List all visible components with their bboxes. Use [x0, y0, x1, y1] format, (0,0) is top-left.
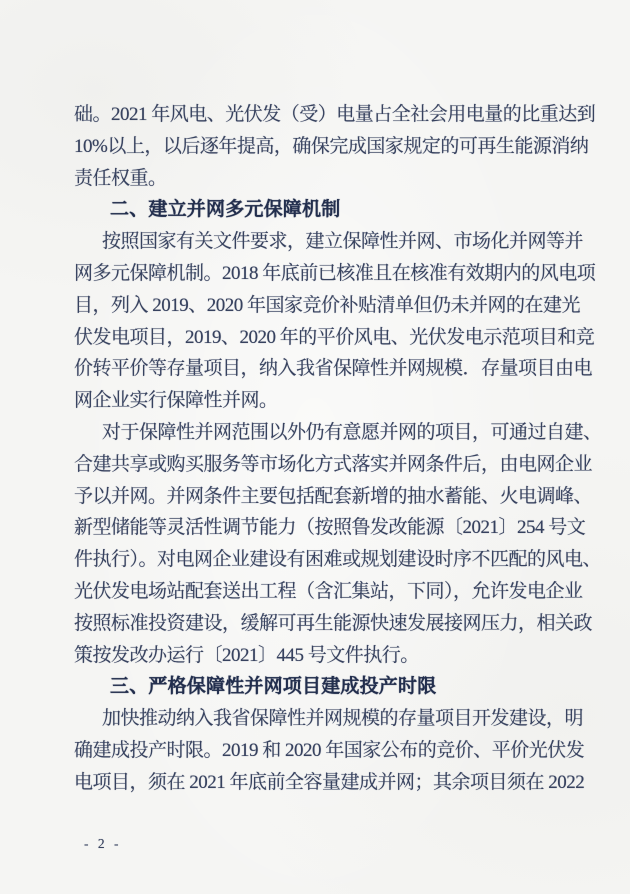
text-line: 合建共享或购买服务等市场化方式落实并网条件后，由电网企业 — [74, 453, 593, 475]
text-line: 价转平价等存量项目，纳入我省保障性并网规模．存量项目由电 — [74, 358, 593, 380]
text-line: 责任权重。 — [74, 167, 167, 189]
text-line: 按照标准投资建设，缓解可再生能源快速发展接网压力，相关政 — [74, 612, 593, 634]
section-heading-3: 三、严格保障性并网项目建成投产时限 — [110, 676, 437, 698]
text-line: 10%以上，以后逐年提高，确保完成国家规定的可再生能源消纳 — [74, 135, 589, 157]
text-line: 件执行）。对电网企业建设有困难或规划建设时序不匹配的风电、 — [74, 549, 602, 571]
text-line: 电项目，须在 2021 年底前全容量建成并网；其余项目须在 2022 — [74, 771, 585, 793]
text-line: 策按发改办运行〔2021〕445 号文件执行。 — [74, 644, 419, 666]
text-line: 予以并网。并网条件主要包括配套新增的抽水蓄能、火电调峰、 — [74, 485, 593, 507]
text-line: 加快推动纳入我省保障性并网规模的存量项目开发建设，明 — [102, 708, 584, 730]
text-line: 对于保障性并网范围以外仍有意愿并网的项目，可通过自建、 — [102, 421, 602, 443]
text-line: 确建成投产时限。2019 和 2020 年国家公布的竞价、平价光伏发 — [74, 739, 585, 761]
text-line: 网企业实行保障性并网。 — [74, 390, 278, 412]
page-number: - 2 - — [84, 836, 122, 851]
text-line: 按照国家有关文件要求，建立保障性并网、市场化并网等并 — [102, 231, 584, 253]
text-line: 伏发电项目，2019、2020 年的平价风电、光伏发电示范项目和竞 — [74, 326, 595, 348]
text-line: 新型储能等灵活性调节能力（按照鲁发改能源〔2021〕254 号文 — [74, 517, 586, 539]
text-line: 光伏发电场站配套送出工程（含汇集站，下同），允许发电企业 — [74, 580, 583, 602]
text-line: 目，列入 2019、2020 年国家竞价补贴清单但仍未并网的在建光 — [74, 294, 581, 316]
section-heading-2: 二、建立并网多元保障机制 — [110, 199, 341, 221]
text-line: 础。2021 年风电、光伏发（受）电量占全社会用电量的比重达到 — [74, 104, 596, 125]
document-text-block — [74, 99, 602, 799]
text-line: 网多元保障机制。2018 年底前已核准且在核准有效期内的风电项 — [74, 262, 596, 284]
